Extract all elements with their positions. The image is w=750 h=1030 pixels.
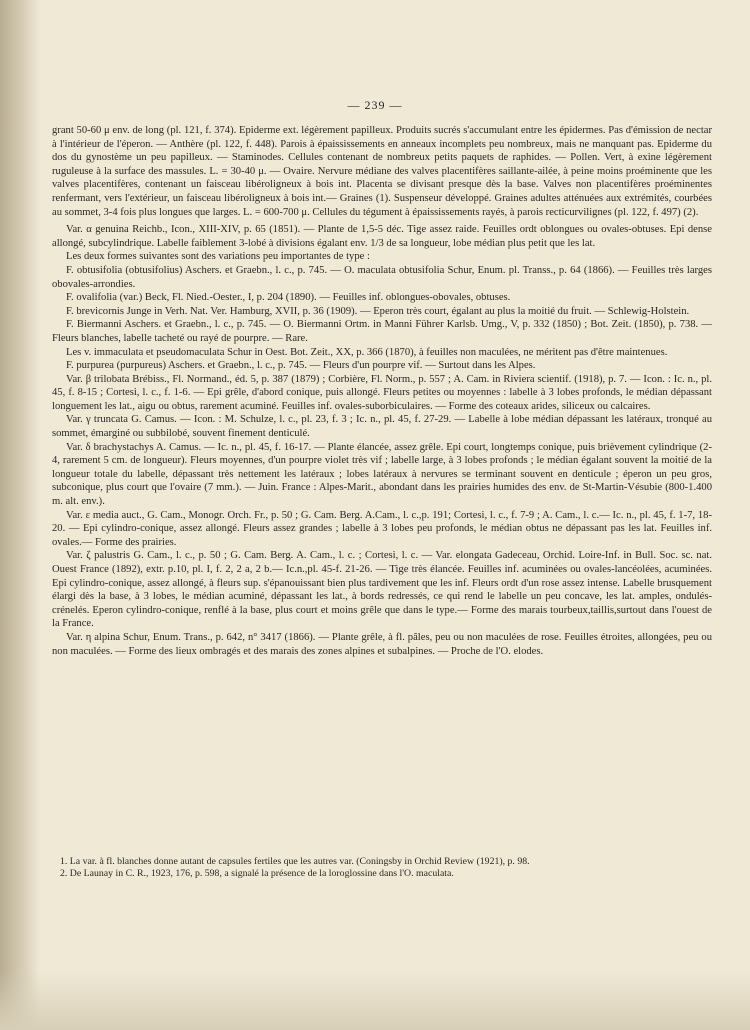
paragraph: F. purpurea (purpureus) Aschers. et Graebn., l. c., p. 745. — Fleurs d'un pourpre vif. — Surtout dans les Alpes. xyxy=(66,360,536,372)
paragraph: Les v. immaculata et pseudomaculata Schur in Oest. Bot. Zeit., XX, p. 366 (1870), à feuilles non maculées, ne méritent pas d'être maintenues. xyxy=(66,346,668,358)
page-gutter-shadow xyxy=(0,0,40,1030)
main-text xyxy=(52,124,712,658)
page-bottom-shade xyxy=(0,970,750,1030)
paragraph: grant 50-60 μ env. de long (pl. 121, f. 374). Epiderme ext. légèrement papilleux. Produits sucrés s'accumulant entre les épidermes. Pas d'émission de nectar à l'intérieur de l'éperon. — Anthère (pl. 122, f. 448). Parois à épaississements en anneaux incomplets peu nombreux, mais ne manquant pas. Epiderme du dos du gynostème un peu papilleux. — Staminodes. Cellules contenant de nombreux petits paquets de raphides. — Pollen. Vert, à exine légèrement ruguleuse à la surface des massules. L. = 30-40 μ. — Ovaire. Nervure médiane des valves placentifères saillante-ailée, à peine moins proéminente que les valves placentifères, contenant un faisceau libéroligneux à bois int. Placenta se divisant presque dès la base. Valves non placentifères proéminentes renfermant, vers l'extérieur, un faisceau libéroligneux à bois int.— Graines (1). Suspenseur développé. Graines adultes atténuées aux extrémités, courbées au sommet, 3-4 fois plus longues que larges. L. = 600-700 μ. Cellules du tégument à épaississements rayés, à parois recticurvilignes (pl. 122, f. 497) (2). xyxy=(52,125,712,218)
paragraph: Les deux formes suivantes sont des variations peu importantes de type : xyxy=(66,251,370,263)
paragraph: Var. α genuina Reichb., Icon., XIII-XIV, p. 65 (1851). — Plante de 1,5-5 déc. Tige assez raide. Feuilles ordt oblongues ou ovales-obtuses. Epi dense allongé, subcylindrique. Labelle faiblement 3-lobé à divisions égalant env. 1/3 de sa longueur, lobe médian plus petit que les lat. xyxy=(52,224,712,249)
page-number: — 239 — xyxy=(347,98,403,112)
paragraph: F. Biermanni Aschers. et Graebn., l. c., p. 745. — O. Biermanni Ortm. in Manni Führer Karlsb. Umg., V, p. 332 (1850) ; Bot. Zeit. (1850), p. 738. — Fleurs blanches, labelle tacheté ou rayé de pourpre. — Rare. xyxy=(52,319,712,344)
paragraph: Var. η alpina Schur, Enum. Trans., p. 642, n° 3417 (1866). — Plante grêle, à fl. pâles, peu ou non maculées de rose. Feuilles étroites, allongées, peu ou non maculées. — Forme des lieux ombragés et des marais des zones alpines et subalpines. — Proche de l'O. elodes. xyxy=(52,631,712,657)
paragraph: Var. ε media auct., G. Cam., Monogr. Orch. Fr., p. 50 ; G. Cam. Berg. A.Cam., l. c.,p. 191; Cortesi, l. c., f. 7-9 ; A. Cam., l. c.— Ic. n., pl. 45, f. 1-7, 18-20. — Epi cylindro-conique, assez allongé. Fleurs assez grandes ; labelle à 3 lobes peu profonds, le médian obtus ne dépassant pas les lat. Feuilles inf. ovales.— Forme des prairies. xyxy=(52,509,712,548)
footnotes xyxy=(52,856,712,881)
paragraph: Var. δ brachystachys A. Camus. — Ic. n., pl. 45, f. 16-17. — Plante élancée, assez grêle. Epi court, longtemps conique, puis brièvement cylindrique (2-4, rarement 5 cm. de longueur). Fleurs moyennes, d'un pourpre violet très vif ; labelle large, à 3 lobes profonds ; le médian égalant souvent la moitié de la longueur totale du labelle, dépassant très nettement les latéraux ; lobes latéraux à nervures se terminant souvent en denticule ; éperon un peu gros, subconique, plus court que l'ovaire (7 mm.). — Juin. France : Alpes-Marit., abondant dans les prairies humides des env. de St-Martin-Vésubie (800-1.400 m. alt. env.). xyxy=(52,441,712,508)
paragraph: F. ovalifolia (var.) Beck, Fl. Nied.-Oester., I, p. 204 (1890). — Feuilles inf. oblongues-obovales, obtuses. xyxy=(66,292,511,304)
paragraph: F. brevicornis Junge in Verh. Nat. Ver. Hamburg, XVII, p. 36 (1909). — Eperon très court, égalant au plus la moitié du fruit. — Schlewig-Holstein. xyxy=(66,305,690,317)
paragraph: F. obtusifolia (obtusifolius) Aschers. et Graebn., l. c., p. 745. — O. maculata obtusifolia Schur, Enum. pl. Transs., p. 64 (1866). — Feuilles très larges obovales-arrondies. xyxy=(52,264,712,290)
footnote: 2. De Launay in C. R., 1923, 176, p. 598, a signalé la présence de la loroglossine dans l'O. maculata. xyxy=(60,868,454,880)
footnote: 1. La var. à fl. blanches donne autant de capsules fertiles que les autres var. (Coningsby in Orchid Review (1921), p. 98. xyxy=(60,856,530,867)
paragraph: Var. ζ palustris G. Cam., l. c., p. 50 ; G. Cam. Berg. A. Cam., l. c. ; Cortesi, l. c. — Var. elongata Gadeceau, Orchid. Loire-Inf. in Bull. Soc. sc. nat. Ouest France (1892), extr. p.10, pl. I, f. 2, 2 a, 2 b.— Ic.n.,pl. 45-f. 21-26. — Tige très élancée. Feuilles inf. acuminées ou ovales-lancéolées, acuminées. Epi cylindro-conique, assez allongé, à fleurs sup. s'épanouissant bien plus tardivement que les inf. Fleurs ordt d'un rose assez intense. Labelle brusquement élargi dès la base, à 3 lobes, le médian acuminé, dépassant les lat., à bords redressés, ce qui rend le labelle un peu concave, les lat. amples, ondulés-crénelés. Eperon cylindro-conique, renflé à la base, plus court et moins grêle que dans le type.— Forme des marais tourbeux,taillis,surtout dans l'ouest de la France. xyxy=(52,550,712,630)
paragraph: Var. β trilobata Brébiss., Fl. Normand., éd. 5, p. 387 (1879) ; Corbière, Fl. Norm., p. 557 ; A. Cam. in Riviera scientif. (1918), p. 7. — Icon. : Ic. n., pl. 45, f. 8-15 ; Cortesi, l. c., f. 1-6. — Epi grêle, d'abord conique, puis allongé. Fleurs petites ou moyennes : labelle à 3 lobes profonds, le médian dépassant longuement les lat., aigu ou obtus, rarement acuminé. Feuilles inf. ovales-suborbiculaires. — Forme des coteaux arides, siliceux ou calcaires. xyxy=(52,373,712,412)
paragraph: Var. γ truncata G. Camus. — Icon. : M. Schulze, l. c., pl. 23, f. 3 ; Ic. n., pl. 45, f. 27-29. — Labelle à lobe médian dépassant les latéraux, tronqué au sommet, émarginé ou subbilobé, souvent finement denticulé. xyxy=(52,414,712,440)
